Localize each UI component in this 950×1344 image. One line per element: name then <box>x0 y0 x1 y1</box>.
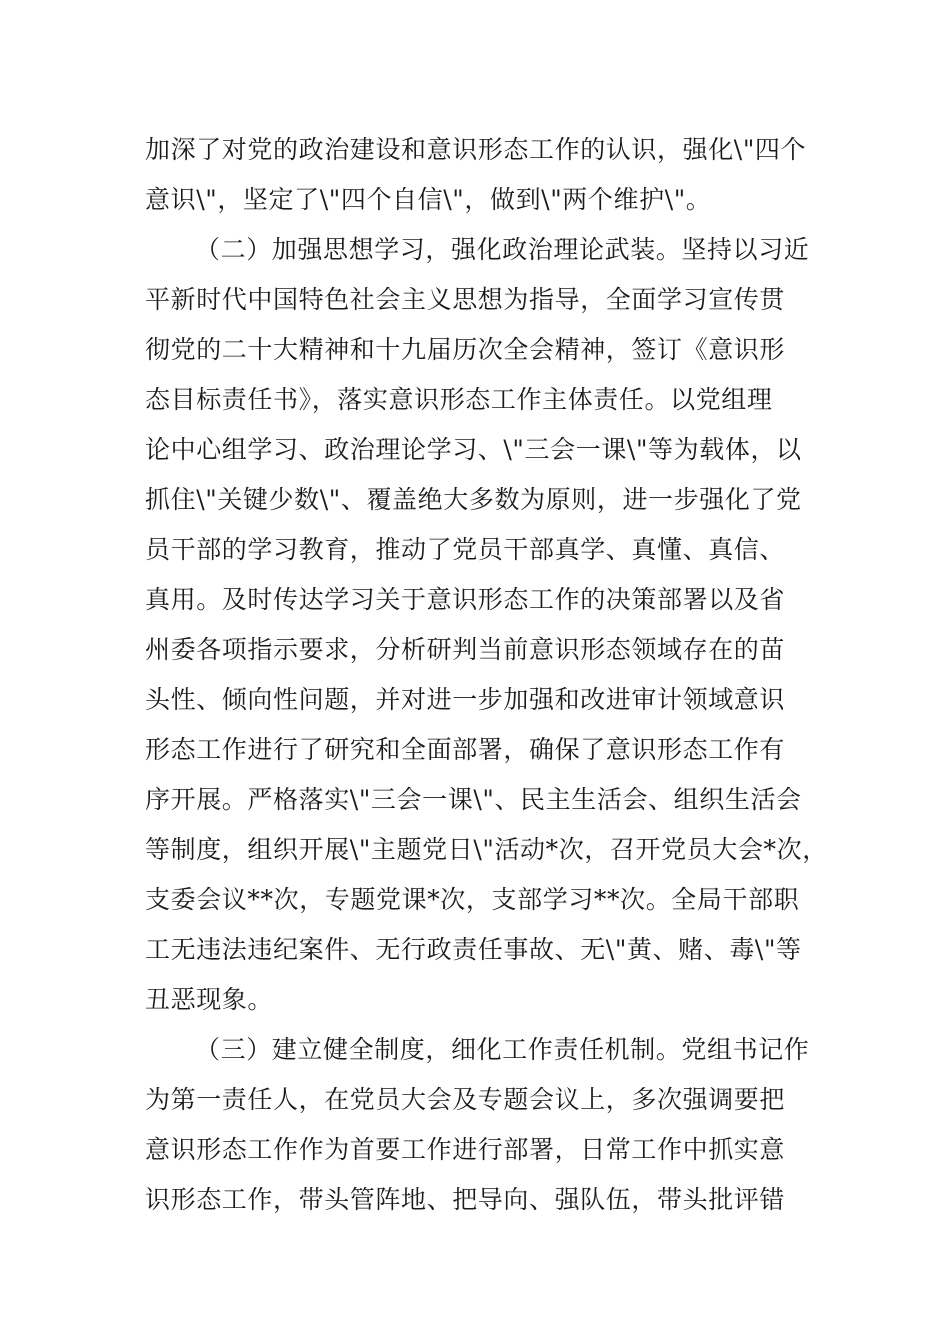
text-line-21: 意识形态工作作为首要工作进行部署，日常工作中抓实意 <box>145 1135 786 1164</box>
text-line-18: 丑恶现象。 <box>145 985 274 1014</box>
text-line-7: 论中心组学习、政治理论学习、\"三会一课\"等为载体，以 <box>145 435 802 464</box>
text-line-19: （三）建立健全制度，细化工作责任机制。党组书记作 <box>195 1035 810 1064</box>
text-line-16: 支委会议**次，专题党课*次，支部学习**次。全局干部职 <box>145 885 800 914</box>
text-line-13: 形态工作进行了研究和全面部署，确保了意识形态工作有 <box>145 735 786 764</box>
text-line-22: 识形态工作，带头管阵地、把导向、强队伍，带头批评错 <box>145 1185 786 1214</box>
text-line-4: 平新时代中国特色社会主义思想为指导，全面学习宣传贯 <box>145 285 786 314</box>
text-line-14: 序开展。严格落实\"三会一课\"、民主生活会、组织生活会 <box>145 785 802 814</box>
text-line-5: 彻党的二十大精神和十九届历次全会精神，签订《意识形 <box>145 335 786 364</box>
text-line-20: 为第一责任人，在党员大会及专题会议上，多次强调要把 <box>145 1085 786 1114</box>
text-line-1: 加深了对党的政治建设和意识形态工作的认识，强化\"四个 <box>145 135 807 164</box>
text-line-11: 州委各项指示要求，分析研判当前意识形态领域存在的苗 <box>145 635 786 664</box>
text-line-15: 等制度，组织开展\"主题党日\"活动*次，召开党员大会*次， <box>145 835 828 864</box>
text-line-2: 意识\"，坚定了\"四个自信\"，做到\"两个维护\"。 <box>145 185 712 214</box>
text-line-3: （二）加强思想学习，强化政治理论武装。坚持以习近 <box>195 235 810 264</box>
text-line-17: 工无违法违纪案件、无行政责任事故、无\"黄、赌、毒\"等 <box>145 935 802 964</box>
text-line-6: 态目标责任书》，落实意识形态工作主体责任。以党组理 <box>145 385 773 414</box>
text-line-12: 头性、倾向性问题，并对进一步加强和改进审计领域意识 <box>145 685 786 714</box>
text-line-10: 真用。及时传达学习关于意识形态工作的决策部署以及省 <box>145 585 786 614</box>
text-line-9: 员干部的学习教育，推动了党员干部真学、真懂、真信、 <box>145 535 786 564</box>
text-line-8: 抓住\"关键少数\"、覆盖绝大多数为原则，进一步强化了党 <box>145 485 802 514</box>
